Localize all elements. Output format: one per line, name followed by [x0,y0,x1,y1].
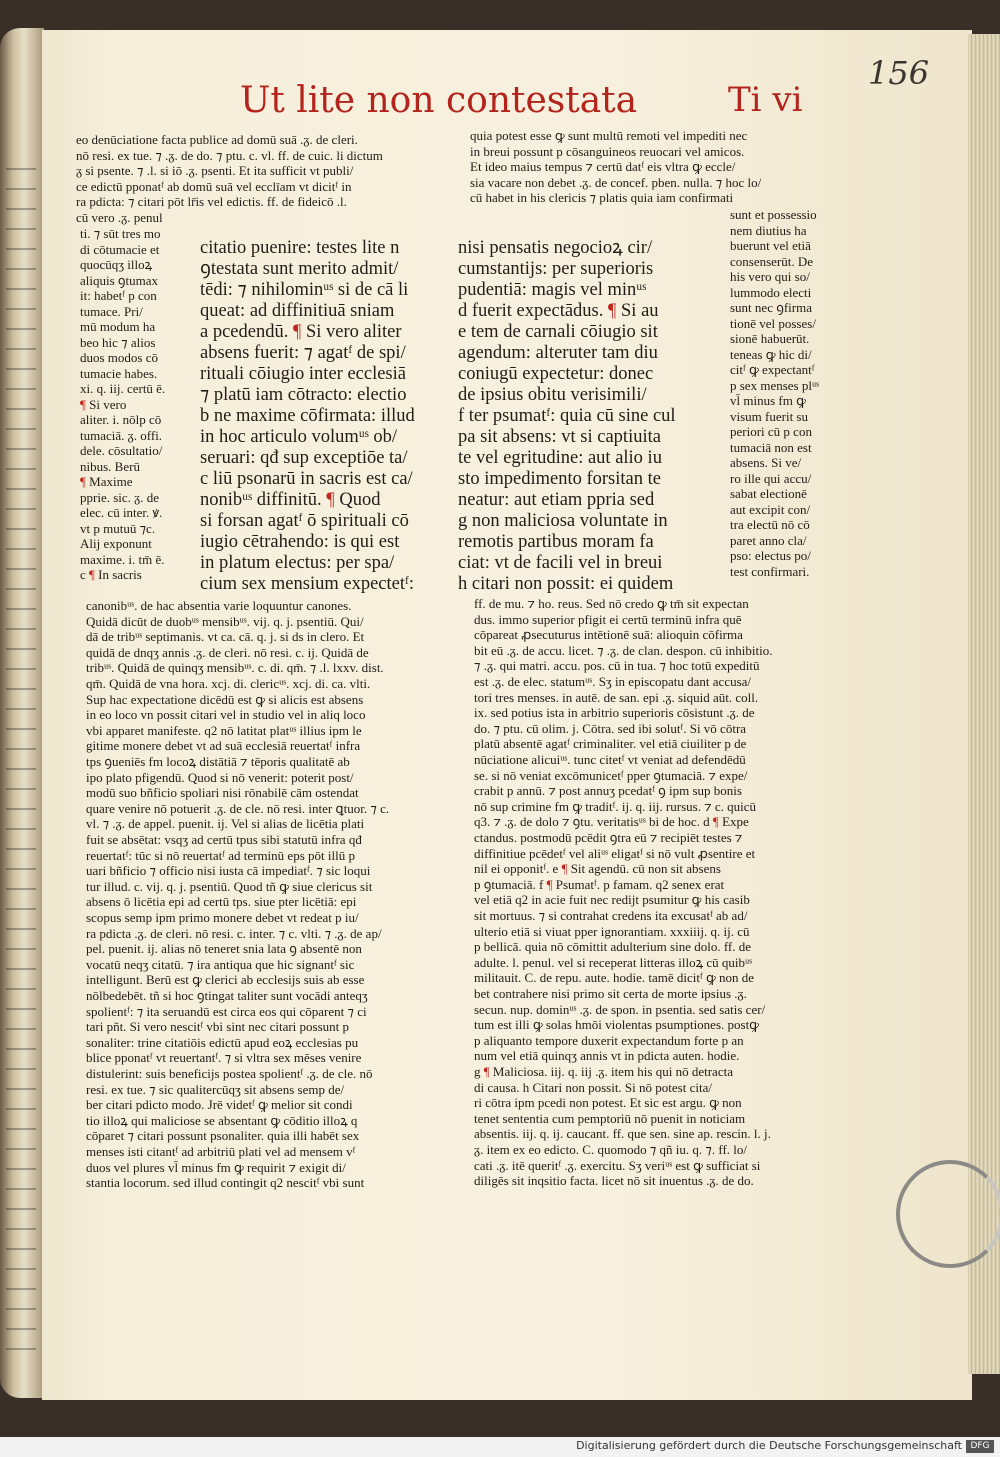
left-column-bottom-line: Quidā dicūt de duobᵘˢ mensibᵘˢ. vij. q. j. psentiū. Qui/ [86,613,364,629]
right-column-bottom-line: platū absentē agatᶠ criminaliter. vel etiā ciuiliter p de [474,736,747,752]
right-column-bottom-line: q3. ⁊ .ᵹ. de dolo ⁊ ꝯtu. veritatisᵘˢ bi de hoc. d ¶ Expe [474,814,749,830]
left-main-line: absens fuerit: ⁊ agatᶠ de spi/ [200,343,406,363]
left-gloss-line: nibus. Berū [80,458,140,474]
right-gloss-line: tra electū nō cō [730,517,810,532]
left-column-bottom-line: vocatū neqʒ citatū. ⁊ ira antiqua que hic signantᶠ sic [86,956,355,972]
left-gloss-line: vt p mutuū ⁊c. [80,520,156,536]
left-gloss-line: quocūqʒ illoꝝ [80,257,153,272]
facing-page-text-strip [6,448,36,450]
facing-page-text-strip [6,1028,36,1030]
left-column-bottom-line: cōparet ⁊ citari possunt psonaliter. quia illi habēt sex [86,1128,360,1144]
left-column-bottom-line: tps ꝯueniēs fm locoꝝ distātiā ⁊ tēporis qualitatē ab [86,754,350,769]
left-main-line: a pcedendū. ¶ Si vero aliter [200,322,402,342]
facing-page-text-strip [6,1308,36,1310]
facing-page-text-strip [6,1188,36,1190]
facing-page-text-strip [6,1048,36,1050]
right-gloss-line: citᶠ ꝙ expectantᶠ [730,362,815,377]
left-main-line: in platum electus: per spa/ [200,553,395,573]
right-column-bottom-line: bit eū .ᵹ. de accu. licet. ⁊ .ᵹ. de clan. despon. cū inhibitio. [474,642,773,658]
right-column-top-line: Et ideo maius tempus ⁊ certū datᶠ eis vltra ꝙ eccle/ [470,159,736,174]
facing-page-text-strip [6,548,36,550]
right-main-line: cumstantijs: per superioris [458,259,654,279]
left-column-bottom-line: distulerint: suis beneficijs postea spolientᶠ .ᵹ. de cle. nō [86,1066,373,1081]
facing-page-text-strip [6,1288,36,1290]
right-main-line: neatur: aut etiam ppria sed [458,490,655,510]
right-main-line: nisi pensatis negocioꝝ cir/ [458,238,653,258]
right-gloss-line: sunt nec ꝯfirma [730,300,812,315]
left-column-bottom-line: vbi apparet manifeste. q2 nō latitat platᵘˢ illius ipm le [86,722,362,738]
facing-page-text-strip [6,828,36,830]
facing-page-text-strip [6,348,36,350]
facing-page-text-strip [6,228,36,230]
facing-page-text-strip [6,1328,36,1330]
right-gloss-line: tumaciā non est [730,439,812,455]
left-column-bottom-line: resi. ex tue. ⁊ sic qualitercūqʒ sit absens semp de/ [86,1081,345,1097]
left-column-bottom-line: intelligunt. Berū est ꝙ clerici ab ecclesijs suis ab esse [86,972,365,988]
right-column-bottom-line: ix. sed potius ista in arbitrio superioris cōsistunt .ᵹ. de [474,705,755,721]
footer-credit: Digitalisierung gefördert durch die Deutsche Forschungsgemeinschaft [576,1439,962,1452]
left-gloss-line: beo hic ⁊ alios [80,334,156,350]
right-column-bottom-line: vel etiā q2 in acie fuit nec redijt psumitur ꝙ his casib [474,892,750,908]
right-main-line: f ter psumatᶠ: quia cū sine cul [458,406,676,426]
right-column-bottom-line: ulterio etiā si viuat pper ignorantiam. xxxiiij. q. ij. cū [474,923,750,939]
left-column-bottom-line: qm̄. Quidā de vna hora. xcj. di. clericᵘˢ. xcj. di. ca. vlti. [86,676,371,691]
left-gloss-line: Alij exponunt [80,536,152,551]
left-gloss-line: mū modum ha [80,319,156,334]
facing-page-text-strip [6,1148,36,1150]
right-column-bottom-line: diffinitiue pcēdetᶠ vel aliᵘˢ eligatᶠ si nō vult ꝓsentire et [474,845,756,861]
facing-page-edge [0,28,44,1398]
facing-page-text-strip [6,308,36,310]
facing-page-text-strip [6,708,36,710]
facing-page-text-strip [6,1348,36,1350]
facing-page-text-strip [6,688,36,690]
right-gloss-line: absens. Si ve/ [730,455,802,470]
left-column-bottom-line: menses isti citantᶠ ad arbitriū plati vel ad mensem vᶠ [86,1144,356,1159]
right-column-bottom-line: tori tres menses. in autē. de san. epi .ᵹ. siquid aūt. coll. [474,689,759,705]
facing-page-text-strip [6,188,36,190]
right-column-bottom-line: dus. immo superior pfigit ei certū terminū infra quē [474,611,742,627]
right-gloss-line: pso: electus po/ [730,548,811,563]
left-column-bottom-line: blice pponatᶠ vt reuertantᶠ. ⁊ si vltra sex mēses venire [86,1050,362,1066]
running-signature: Ti vi [728,80,803,120]
facing-page-text-strip [6,268,36,270]
right-gloss-line: nem diutius ha [730,222,807,238]
right-column-bottom-line: militauit. C. de repu. aute. hodie. tamē dicitᶠ ꝙ non de [474,970,754,986]
facing-page-text-strip [6,248,36,250]
right-column-top-line: sia vacare non debet .ᵹ. de concef. pben. nulla. ⁊ hoc lo/ [470,174,762,190]
right-gloss-line: buerunt vel etiā [730,238,811,253]
facing-page-text-strip [6,768,36,770]
left-main-line: c liū psonarū in sacris est ca/ [200,469,413,489]
facing-page-text-strip [6,868,36,870]
right-column-bottom-line: do. ⁊ ptu. cū olim. j. Cōtra. sed ibi solutᶠ. Si vō cōtra [474,720,747,736]
left-column-bottom-line: tur illud. c. vij. q. j. psentiū. Quod tñ ꝙ siue clericus sit [86,878,373,894]
left-column-bottom-line: tribᵘˢ. Quidā de quinqʒ mensibᵘˢ. c. di. qm̄. ⁊ .l. lxxv. dist. [86,660,384,676]
facing-page-text-strip [6,1088,36,1090]
right-gloss-line: teneas ꝙ hic di/ [730,346,812,362]
left-gloss-line: dele. cōsultatio/ [80,443,163,458]
right-column-bottom-line: di causa. h Citari non possit. Si nō potest cita/ [474,1079,712,1095]
left-gloss-line: c ¶ In sacris [80,567,142,582]
facing-page-text-strip [6,1128,36,1130]
right-gloss-line: periori cū p con [730,424,812,439]
facing-page-text-strip [6,1248,36,1250]
right-main-line: h citari non possit: ei quidem [458,574,674,594]
right-column-bottom-line: ctandus. postmodū pcēdit ꝯtra eū ⁊ recipiēt testes ⁊ [474,830,743,845]
left-main-line: tēdi: ⁊ nihilominᵘˢ si de cā li [200,280,409,300]
left-column-bottom-line: canonibᵘˢ. de hac absentia varie loquuntur canones. [86,598,352,613]
left-column-bottom-line: Sup hac expectatione dicēdū est ꝙ si alicis est absens [86,691,364,707]
right-column-bottom-line: tum est illi ꝙ solas hmōi violentas psumptiones. postꝙ [474,1017,759,1033]
left-main-line: rituali cōiugio inter ecclesiā [200,364,406,384]
right-main-line: pudentiā: magis vel minᵘˢ [458,280,647,300]
facing-page-text-strip [6,668,36,670]
left-main-line: nonibᵘˢ diffinitū. ¶ Quod [200,490,381,510]
left-main-line: ꝯtestata sunt merito admit/ [200,259,399,279]
left-column-bottom-line: quare venire nō potuerit .ᵹ. de cle. nō resi. inter ꝗtuor. ⁊ c. [86,800,390,816]
left-gloss-line: it: habetᶠ p con [80,288,157,303]
facing-page-text-strip [6,388,36,390]
right-gloss-line: vl̄ minus fm ꝙ [730,393,806,408]
left-gloss-line: ¶ Maxime [80,474,133,489]
left-gloss-line: pprie. sic. ᵹ. de [80,489,160,505]
right-gloss-line: sunt et possessio [730,207,817,222]
right-gloss-line: his vero qui so/ [730,269,810,284]
right-main-line: sto impedimento forsitan te [458,469,661,489]
facing-page-text-strip [6,988,36,990]
left-gloss-line: tumaciā. ᵹ. offi. [80,427,163,443]
facing-page-text-strip [6,728,36,730]
left-column-top-line: nō resi. ex tue. ⁊ .ᵹ. de do. ⁊ ptu. c. vl. ff. de cuic. li dictum [76,147,383,163]
right-gloss-line: tionē vel posses/ [730,315,816,331]
left-column-bottom-line: uari bñficio ⁊ officio nisi iusta cā impediatᶠ. ⁊ sic loqui [86,863,371,879]
facing-page-text-strip [6,168,36,170]
facing-page-text-strip [6,848,36,850]
left-column-bottom-line: absens ō licētia epi ad certū tps. siue pter licētiā: epi [86,894,357,910]
right-column-bottom-line: p aliquanto tempore duxerit expectandum forte p an [474,1032,744,1048]
folio-number: 156 [868,54,930,92]
right-column-bottom-line: tenet sententia cum pemptoriū nō puenit in noticiam [474,1110,746,1126]
right-column-bottom-line: cōpareat ꝓsecuturus intētionē suā: alioquin cōfirma [474,627,743,643]
left-gloss-line: maxime. i. tm̄ ē. [80,551,165,567]
left-column-top-line: eo denūciatione facta publice ad domū suā .ᵹ. de cleri. [76,132,358,147]
right-column-top-line: in breui possunt p cōsanguineos reuocari vel amicos. [470,143,745,159]
left-column-bottom-line: tio illoꝝ qui maliciose se absentant ꝙ cōditio illoꝝ q [86,1112,358,1128]
right-column-bottom-line: num vel etiā quinqʒ annis vt in pdicta auten. hodie. [474,1048,740,1064]
facing-page-text-strip [6,208,36,210]
facing-page-text-strip [6,428,36,430]
left-column-bottom-line: spolientᶠ: ⁊ ita seruandū est circa eos qui cōparent ⁊ ci [86,1003,367,1019]
right-column-bottom-line: secun. nup. dominᵘˢ .ᵹ. de spon. in psentia. sed satis cer/ [474,1001,766,1017]
facing-page-text-strip [6,1168,36,1170]
left-main-line: in hoc articulo volumᵘˢ ob/ [200,427,398,447]
right-main-line: te vel egritudine: aut alio iu [458,448,662,468]
right-gloss-line: consenserūt. De [730,253,814,269]
left-column-top-line: ra pdicta: ⁊ citari pōt lr̄is vel edictis. ff. de fideicō .l. [76,194,347,209]
facing-page-text-strip [6,908,36,910]
running-title: Ut lite non contestata [240,80,638,121]
right-gloss-line: sabat electionē [730,486,807,501]
facing-page-text-strip [6,748,36,750]
left-gloss-line: di cōtumacie et [80,241,160,257]
facing-page-text-strip [6,1008,36,1010]
left-main-line: iugio cētrahendo: is qui est [200,532,400,552]
right-main-line: coniugū expectetur: donec [458,364,654,384]
facing-page-text-strip [6,408,36,410]
left-gloss-line: ¶ Si vero [80,396,127,412]
facing-page-text-strip [6,928,36,930]
left-column-bottom-line: ber citari pdicto modo. Jrē videtᶠ ꝙ melior sit condi [86,1097,353,1113]
left-main-line: cium sex mensium expectetᶠ: [200,574,414,594]
right-column-bottom-line: nō sup crimine fm ꝙ traditᶠ. ij. q. iij. rursus. ⁊ c. quicū [474,798,757,814]
facing-page-text-strip [6,1068,36,1070]
footer-bar [0,1437,1000,1457]
left-column-bottom-line: modū suo bñficio spoliari nisi rōnabilē cām ostendat [86,785,359,801]
dfg-logo: DFG [966,1440,994,1453]
facing-page-text-strip [6,508,36,510]
right-column-bottom-line: est .ᵹ. de elec. statumᵘˢ. Sʒ in episcopatu dant accusa/ [474,674,752,689]
right-column-bottom-line: g ¶ Maliciosa. iij. q. iij .ᵹ. item his qui nō detracta [474,1064,733,1079]
facing-page-text-strip [6,608,36,610]
right-main-line: remotis partibus moram fa [458,532,654,552]
facing-page-text-strip [6,328,36,330]
right-column-bottom-line: diligēs sit inqsitio facta. licet nō sit inuentus .ᵹ. de do. [474,1173,754,1189]
right-main-line: pa sit absens: vt si captiuita [458,427,661,447]
right-gloss-line: test confirmari. [730,563,810,579]
right-column-top-line: cū habet in his clericis ⁊ platis quia iam confirmati [470,190,734,205]
right-main-line: d fuerit expectādus. ¶ Si au [458,301,659,321]
left-gloss-line: aliquis ꝯtumax [80,272,159,288]
right-main-line: de ipsius obitu verisimili/ [458,385,647,405]
right-column-top-line: quia potest esse ꝙ sunt multū remoti vel impediti nec [470,128,748,143]
left-column-bottom-line: vl. ⁊ .ᵹ. de appel. puenit. ij. Vel si alias de licētia plati [86,816,365,832]
facing-page-text-strip [6,628,36,630]
facing-page-text-strip [6,368,36,370]
right-column-bottom-line: ᵹ. item ex eo edicto. C. quomodo ⁊ qñ iu. q. ⁊. ff. lo/ [474,1142,747,1157]
page-clip [896,1160,1000,1268]
facing-page-text-strip [6,1208,36,1210]
left-main-line: ⁊ platū iam cōtracto: electio [200,385,407,405]
right-column-bottom-line: bet contrahere nisi primo sit certa de morte ipsius .ᵹ. [474,986,747,1001]
right-main-line: ciat: vt de facili vel in breui [458,553,663,573]
left-gloss-line: tumacie habes. [80,365,158,381]
left-column-bottom-line: ra pdicta .ᵹ. de cleri. nō resi. c. inter. ⁊ c. vlti. ⁊ .ᵹ. de ap/ [86,925,382,941]
right-column-bottom-line: adulte. l. penul. vel si receperat litteras illoꝝ cū quibᵘˢ [474,954,753,970]
facing-page-text-strip [6,788,36,790]
facing-page-text-strip [6,948,36,950]
left-column-bottom-line: duos vel plures vl̄ minus fm ꝙ requirit ⁊ exigit di/ [86,1159,346,1175]
left-main-line: si forsan agatᶠ ō spirituali cō [200,511,409,531]
right-column-bottom-line: nil ei opponitᶠ. e ¶ Sit agendū. cū non sit absens [474,861,721,877]
facing-page-text-strip [6,1108,36,1110]
left-main-line: b ne maxime cōfirmata: illud [200,406,415,426]
left-column-bottom-line: pel. puenit. ij. alias nō teneret snia lata ꝯ absentē non [86,941,362,957]
left-gloss-line: tumace. Pri/ [80,303,143,319]
right-column-bottom-line: ri cōtra ipm pcedi non potest. Et sic est argu. ꝙ non [474,1095,742,1111]
facing-page-text-strip [6,588,36,590]
right-column-bottom-line: ff. de mu. ⁊ ho. reus. Sed nō credo ꝙ tm̄ sit expectan [474,596,749,611]
left-column-bottom-line: ipo plato pfigendū. Quod si nō venerit: poterit post/ [86,769,354,785]
left-gloss-line: xi. q. iij. certū ē. [80,381,166,396]
left-column-bottom-line: in eo loco vn possit citari vel in studio vel in aliq loco [86,707,366,723]
left-column-top-line: ᵹ si psente. ⁊ .l. si iō .ᵹ. psenti. Et ita sufficit vt publi/ [76,163,354,178]
right-column-bottom-line: ⁊ .ᵹ. qui matri. accu. pos. cū in tua. ⁊ hoc totū expeditū [474,658,760,674]
right-column-bottom-line: cati .ᵹ. itē queritᶠ .ᵹ. exercitu. Sʒ veriᵘˢ est ꝙ sufficiat si [474,1157,761,1173]
right-column-bottom-line: p ꝯtumaciā. f ¶ Psumatᶠ. p famam. q2 senex erat [474,876,725,892]
right-gloss-line: paret anno cla/ [730,532,807,548]
right-main-line: e tem de carnali cōiugio sit [458,322,658,342]
left-column-top-line: ce edictū pponatᶠ ab domū suā vel ecclīam vt dicitᶠ in [76,178,352,194]
left-column-bottom-line: stantia locorum. sed illud contingit q2 nescitᶠ vbi sunt [86,1175,365,1191]
facing-page-text-strip [6,288,36,290]
facing-page-text-strip [6,528,36,530]
right-gloss-line: lummodo electi [730,284,812,300]
left-column-bottom-line: fuit se absētat: vsqʒ ad certū tpus sibi statutū infra qđ [86,832,362,847]
left-main-line: citatio puenire: testes lite n [200,238,400,258]
facing-page-text-strip [6,808,36,810]
right-column-bottom-line: sit mortuus. ⁊ si contrahat credens ita excusatᶠ ab ad/ [474,908,748,923]
left-column-bottom-line: sonaliter: trine citatiōis edictū apud eoꝝ ecclesias pu [86,1034,359,1050]
left-column-bottom-line: nōlbedebēt. tñ si hoc ꝯtingat taliter sunt vocādi anteqʒ [86,988,368,1003]
facing-page-text-strip [6,888,36,890]
left-gloss-line: elec. cū inter. ꝟ. [80,505,163,520]
left-column-top-line: cū vero .ᵹ. penul [76,209,163,225]
left-main-line: seruari: qđ sup exceptiōe ta/ [200,448,408,468]
right-column-bottom-line: absentis. iij. q. ij. caucant. ff. que sen. sine ap. rescin. l. j. [474,1126,771,1142]
left-column-bottom-line: scopus semp ipm primo monere debet vt redeat p iu/ [86,910,359,925]
facing-page-text-strip [6,568,36,570]
right-gloss-line: aut excipit con/ [730,501,811,517]
right-column-bottom-line: p bellicā. quia nō cōmittit adulterium sine dolo. ff. de [474,939,752,955]
facing-page-text-strip [6,488,36,490]
right-gloss-line: visum fuerit su [730,408,808,424]
right-main-line: g non maliciosa voluntate in [458,511,668,531]
right-column-bottom-line: se. si nō veniat excōmunicetᶠ pper ꝯtumaciā. ⁊ expe/ [474,767,748,783]
facing-page-text-strip [6,468,36,470]
right-main-line: agendum: alteruter tam diu [458,343,658,363]
left-gloss-line: aliter. i. nōlp cō [80,412,162,427]
left-main-line: queat: ad diffinitiuā sniam [200,301,395,321]
right-column-bottom-line: nūciatione alicuiᵘˢ. tunc citetᶠ vt veniat ad defendēdū [474,752,746,767]
left-column-bottom-line: quidā de dnqʒ annis .ᵹ. de cleri. nō resi. c. ij. Quidā de [86,644,369,660]
facing-page-text-strip [6,1228,36,1230]
left-gloss-line: duos modos cō [80,350,158,365]
left-column-bottom-line: reuertatᶠ: tūc si nō reuertatᶠ ad terminū eps pōt illū p [86,847,355,863]
left-column-bottom-line: gitime monere debet vt ad suā ecclesiā reuertatᶠ infra [86,738,361,754]
left-gloss-line: ti. ⁊ sūt tres mo [80,226,161,241]
facing-page-text-strip [6,648,36,650]
left-column-bottom-line: dā de tribᵘˢ septimanis. vt ca. cā. q. j. si ds in clero. Et [86,629,365,645]
right-gloss-line: ro ille qui accu/ [730,470,812,486]
facing-page-text-strip [6,968,36,970]
right-column-bottom-line: crabit p annū. ⁊ post annuʒ pcedatᶠ ꝯ ipm sup bonis [474,783,742,799]
right-gloss-line: p sex menses plᵘˢ [730,377,819,393]
left-column-bottom-line: tari pñt. Si vero nescitᶠ vbi sint nec citari possunt p [86,1019,350,1035]
facing-page-text-strip [6,1268,36,1270]
right-gloss-line: sionē habuerūt. [730,331,810,346]
